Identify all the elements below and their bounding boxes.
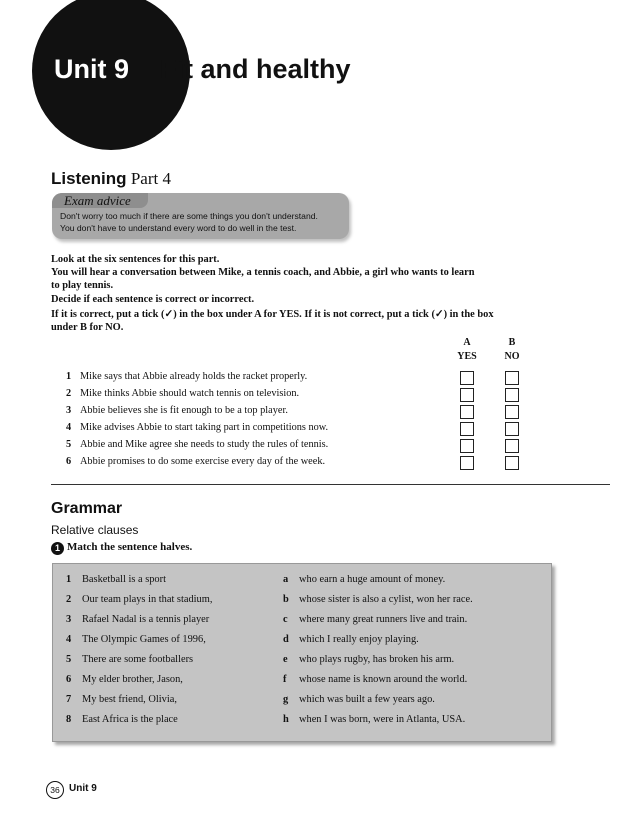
item-number: 2 [66,594,72,605]
no-checkbox[interactable] [505,388,519,402]
sentence-start [66,714,178,725]
column-no-label: NO [504,351,520,362]
grammar-subtitle: Relative clauses [51,523,139,537]
item-number: 7 [66,694,72,705]
no-checkbox[interactable] [505,456,519,470]
item-number: 2 [66,388,72,399]
item-number: 3 [66,405,72,416]
sentence-end [283,654,454,665]
sentence-end [283,694,435,705]
item-text: who plays rugby, has broken his arm. [299,654,455,665]
item-text: East Africa is the place [82,714,178,725]
exam-advice-line: You don't have to understand every word to do well in the test. [60,223,297,233]
yes-checkbox[interactable] [460,371,474,385]
instruction-line: Decide if each sentence is correct or incorrect. [51,294,255,305]
instruction-line: You will hear a conversation between Mike, a tennis coach, and Abbie, a girl who wants to learn [51,267,475,278]
item-number: 4 [66,422,72,433]
item-letter: b [283,594,289,605]
item-text: My best friend, Olivia, [82,694,177,705]
sentence-start [66,574,166,585]
item-letter: d [283,634,289,645]
item-text: whose name is known around the world. [299,674,468,685]
listening-item [66,439,328,450]
column-a-label: A [463,337,471,348]
item-number: 1 [66,371,72,382]
sentence-start [66,674,183,685]
item-text: Rafael Nadal is a tennis player [82,614,210,625]
listening-item [66,422,328,433]
item-letter: c [283,614,288,625]
sentence-start [66,594,212,605]
item-text: Mike says that Abbie already holds the racket properly. [80,371,308,382]
item-text: Mike thinks Abbie should watch tennis on television. [80,388,300,399]
item-text: where many great runners live and train. [299,614,468,625]
item-text: Our team plays in that stadium, [82,594,213,605]
item-number: 1 [66,574,72,585]
no-checkbox[interactable] [505,405,519,419]
page-number: 36 [46,781,64,799]
item-number: 3 [66,614,72,625]
instruction-line: to play tennis. [51,280,114,291]
item-letter: e [283,654,288,665]
listening-item [66,456,325,467]
column-b-label: B [508,337,516,348]
item-text: Basketball is a sport [82,574,166,585]
yes-checkbox[interactable] [460,388,474,402]
exercise-number: 1 [51,542,64,555]
sentence-end [283,574,445,585]
instruction-line: If it is correct, put a tick (✓) in the box under A for YES. If it is not correct, put a tick (✓) in the box [51,309,494,320]
item-letter: h [283,714,289,725]
sentence-end [283,634,419,645]
item-text: which I really enjoy playing. [299,634,419,645]
item-number: 8 [66,714,72,725]
listening-item [66,405,288,416]
sentence-end [283,674,467,685]
yes-checkbox[interactable] [460,456,474,470]
sentence-end [283,714,465,725]
item-text: which was built a few years ago. [299,694,435,705]
item-number: 4 [66,634,72,645]
no-checkbox[interactable] [505,422,519,436]
item-letter: f [283,674,287,685]
listening-part: Part 4 [130,169,171,188]
item-text: The Olympic Games of 1996, [82,634,206,645]
item-letter: a [283,574,289,585]
section-divider [51,484,610,485]
instruction-line: under B for NO. [51,322,124,333]
no-checkbox[interactable] [505,439,519,453]
instruction-line: Look at the six sentences for this part. [51,254,220,265]
item-letter: g [283,694,289,705]
unit-label: Unit 9 [54,54,130,84]
item-text: My elder brother, Jason, [82,674,183,685]
sentence-start [66,654,193,665]
item-text: There are some footballers [82,654,194,665]
exam-advice-box [52,193,349,239]
item-text: when I was born, were in Atlanta, USA. [299,714,466,725]
item-text: Mike advises Abbie to start taking part in competitions now. [80,422,329,433]
sentence-start [66,694,177,705]
column-yes-label: YES [457,351,477,362]
yes-checkbox[interactable] [460,405,474,419]
yes-checkbox[interactable] [460,422,474,436]
item-text: Abbie and Mike agree she needs to study the rules of tennis. [80,439,329,450]
listening-label: Listening [51,169,127,188]
footer-unit-label: Unit 9 [69,783,97,794]
sentence-end [283,614,467,625]
listening-item [66,388,299,399]
item-text: Abbie promises to do some exercise every day of the week. [80,456,326,467]
grammar-heading: Grammar [51,500,123,517]
item-number: 6 [66,674,72,685]
sentence-start [66,634,206,645]
exam-advice-line: Don't worry too much if there are some things you don't understand. [60,211,318,221]
exercise-instruction: Match the sentence halves. [67,541,193,553]
exam-advice-title: Exam advice [64,193,131,208]
item-text: who earn a huge amount of money. [299,574,446,585]
listening-heading [51,169,171,189]
no-checkbox[interactable] [505,371,519,385]
listening-item [66,371,307,382]
item-text: Abbie believes she is fit enough to be a top player. [80,405,288,416]
item-number: 5 [66,439,72,450]
item-text: whose sister is also a cylist, won her race. [299,594,473,605]
item-number: 5 [66,654,72,665]
page-title: Fit and healthy [160,54,351,84]
yes-checkbox[interactable] [460,439,474,453]
sentence-start [66,614,209,625]
item-number: 6 [66,456,72,467]
sentence-end [283,594,473,605]
